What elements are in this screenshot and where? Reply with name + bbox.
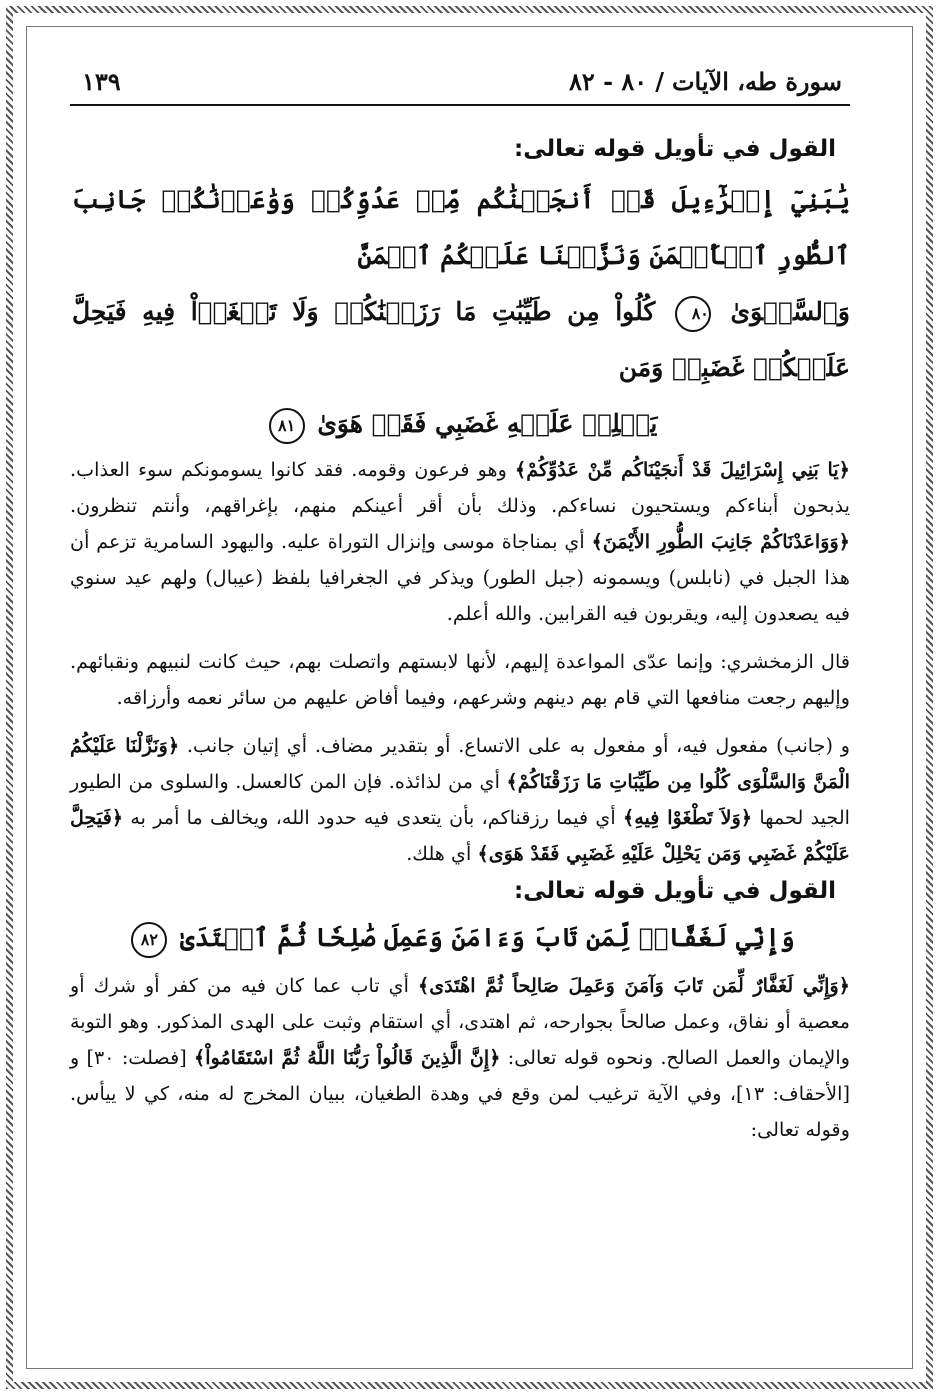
commentary-text: أي هلك. [406, 842, 478, 865]
quoted-verse: ﴿يَا بَنِي إِسْرَائِيلَ قَدْ أَنجَيْنَاكُم مِّنْ عَدُوِّكُمْ﴾ [515, 458, 850, 481]
commentary-text: أي بمناجاة موسى وإنزال التوراة عليه. واليهود السامرية تزعم أن هذا الجبل في (نابلس) ويسمونه (جبل الطور) ويذكر في الجغرافيا بلفظ (عيبال) ولهم عيد سنوي فيه يصعدون إليه، ويقربون فيه القرابين. والله أعلم. [70, 530, 850, 625]
verse-line [72, 284, 850, 396]
running-header [70, 58, 850, 106]
ayah-number-marker: ٨٠ [675, 296, 711, 332]
verse-text: وَٱلسَّلۡوَىٰ [730, 297, 850, 326]
header-ayah-range: ٨٠ - ٨٢ [568, 67, 648, 96]
section-heading: القول في تأويل قوله تعالى: [514, 878, 836, 904]
commentary-paragraph [70, 452, 850, 632]
commentary-paragraph: قال الزمخشري: وإنما عدّى المواعدة إليهم، لأنها لابستهم واتصلت بهم، حيث كانت لنبيهم ونقبائهم. وإليهم رجعت منافعها التي قام بهم دينهم وشرعهم، وفيما أفاض عليهم من سائر نعمه وأرزاقه. [70, 650, 850, 709]
section-heading: القول في تأويل قوله تعالى: [514, 136, 836, 162]
quran-verse-block [70, 914, 850, 962]
quoted-verse: ﴿فَيَحِلَّ عَلَيْكُمْ غَضَبِي وَمَن يَحْلِلْ عَلَيْهِ غَضَبِي فَقَدْ هَوَى﴾ [70, 806, 850, 865]
commentary-text: و (جانب) مفعول فيه، أو مفعول به على الاتساع. أو بتقدير مضاف. أي إتيان جانب. [179, 734, 850, 757]
header-separator: / [655, 67, 664, 96]
commentary-paragraph [70, 968, 850, 1148]
verse-text: وَإِنِّي لَغَفَّارٞ لِّمَن تَابَ وَءَامَنَ وَعَمِلَ صَٰلِحٗا ثُمَّ ٱهۡتَدَىٰ [180, 923, 795, 952]
verse-text: كُلُواْ مِن طَيِّبَٰتِ مَا رَزَقۡنَٰكُمۡ وَلَا تَطۡغَوۡاْ فِيهِ فَيَحِلَّ عَلَيۡكُمۡ غَضَبِيۖ وَمَن [72, 297, 850, 382]
quran-verse-block [70, 172, 850, 452]
quoted-verse: ﴿وَنَزَّلْنَا عَلَيْكُمُ الْمَنَّ وَالسَّلْوَى كُلُوا مِن طَيِّبَاتِ مَا رَزَقْنَاكُمْ﴾ [70, 734, 850, 793]
verse-text: يَحۡلِلۡ عَلَيۡهِ غَضَبِي فَقَدۡ هَوَىٰ [317, 409, 658, 438]
verse-line [72, 396, 850, 452]
verse-line: يَٰبَنِيٓ إِسۡرَٰٓءِيلَ قَدۡ أَنجَيۡنَٰكُم مِّنۡ عَدُوِّكُمۡ وَوَٰعَدۡنَٰكُمۡ جَانِبَ ٱلطُّورِ ٱلۡأَيۡمَنَ وَنَزَّلۡنَا عَلَيۡكُمُ ٱلۡمَنَّ [72, 185, 850, 270]
commentary-text: أي فيما رزقناكم، بأن يتعدى فيه حدود الله، ويخالف ما أمر به [123, 806, 623, 829]
commentary-text: [فصلت: ٣٠] و [الأحقاف: ١٣]، وفي الآية ترغيب لمن وقع في وهدة الطغيان، ببيان المخرج له منه، كي لا ييأس. وقوله تعالى: [70, 1046, 850, 1141]
quoted-verse: ﴿إِنَّ الَّذِينَ قَالُواْ رَبُّنَا اللَّهُ ثُمَّ اسْتَقَامُواْ﴾ [194, 1046, 501, 1069]
page-number: ١٣٩ [82, 67, 121, 96]
header-surah: سورة طه، الآيات [671, 67, 842, 96]
commentary-text: أي تاب عما كان فيه من كفر أو شرك أو معصية أو نفاق، وعمل صالحاً بجوارحه، ثم اهتدى، أي استقام وثبت على الهدى المذكور. وهو التوبة والإيمان والعمل الصالح. ونحوه قوله تعالى: [70, 974, 850, 1069]
book-page [70, 58, 850, 1148]
ayah-number-marker: ٨١ [269, 408, 305, 444]
quoted-verse: ﴿وَإِنِّي لَغَفَّارٌ لِّمَن تَابَ وَآمَنَ وَعَمِلَ صَالِحاً ثُمَّ اهْتَدَى﴾ [417, 974, 850, 997]
quoted-verse: ﴿وَوَاعَدْنَاكُمْ جَانِبَ الطُّورِ الأَيْمَنَ﴾ [591, 530, 851, 553]
commentary-paragraph [70, 728, 850, 872]
header-title [569, 67, 842, 96]
ayah-number-marker: ٨٢ [131, 922, 167, 958]
commentary-text: أي من لذائذه. فإن المن كالعسل. والسلوى من الطيور الجيد لحمها [70, 770, 850, 829]
commentary-text: وهو فرعون وقومه. فقد كانوا يسومونكم سوء العذاب. يذبحون أبناءكم ويستحيون نساءكم. وذلك بأن أقر أعينكم منهم، بإغراقهم، وأنتم تنظرون. [70, 458, 850, 517]
quoted-verse: ﴿وَلاَ تَطْغَوْا فِيهِ﴾ [622, 806, 753, 829]
